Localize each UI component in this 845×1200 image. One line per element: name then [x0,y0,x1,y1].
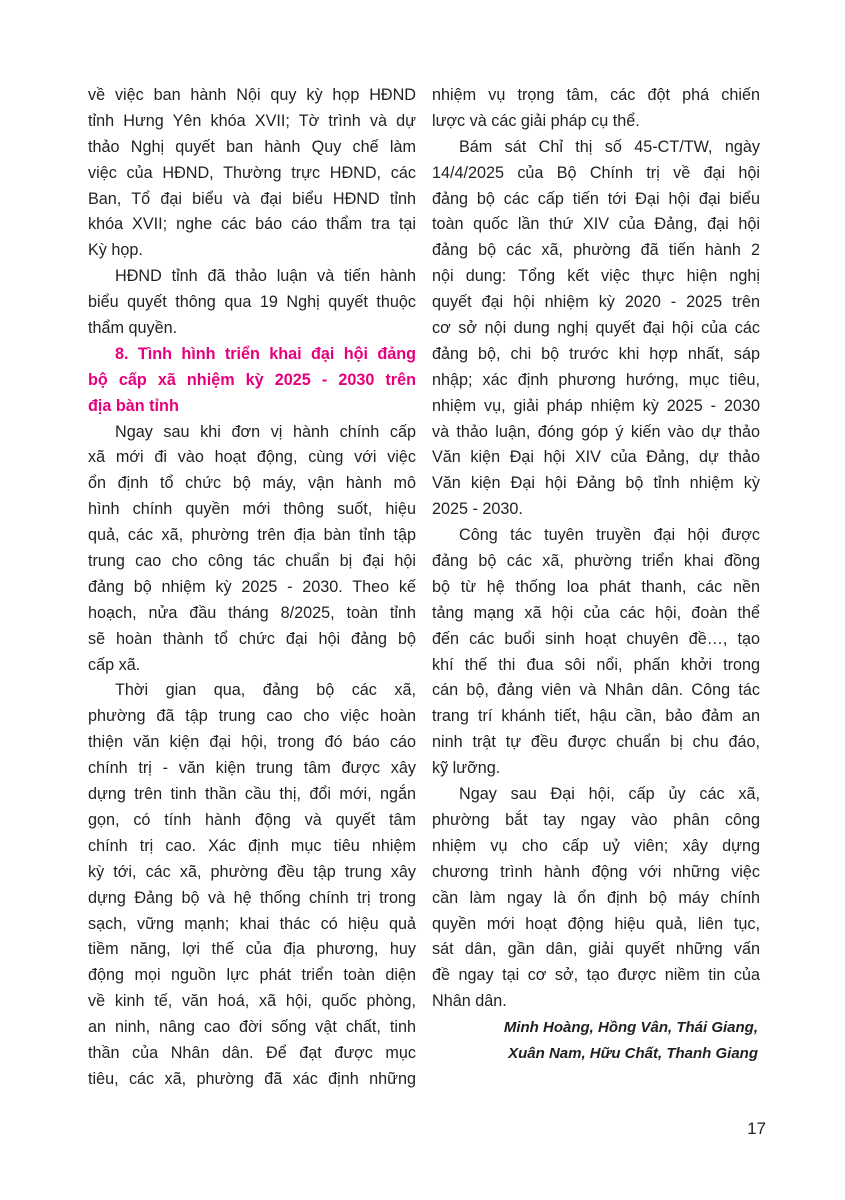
text-line: ninh trật tự đều được chuẩn bị chu đáo, [432,733,760,752]
text-line: đảng bộ các xã, phường đã tiến hành 2 [432,241,760,260]
text-line: biểu quyết thông qua 19 Nghị quyết thuộc [88,293,416,312]
text-line: nội dung: Tổng kết việc thực hiện nghị [432,267,760,286]
text-line: tiêu, các xã, phường đã xác định những [88,1069,416,1088]
text-line: sẽ hoàn thành tổ chức đại hội đảng bộ [88,629,416,648]
paragraph [432,135,760,523]
text-line: Văn kiện Đại hội XIV của Đảng, dự thảo [432,448,760,467]
text-line: thiện văn kiện đại hội, trong đó báo cáo [88,733,416,752]
text-line: đảng bộ các xã, phường triển khai đồng [432,552,760,571]
text-line: dựng trên tinh thần cầu thị, đổi mới, ngắn [88,785,416,804]
paragraph [88,420,416,679]
page-number: 17 [747,1119,766,1138]
text-line: tảng mạng xã hội của các hội, đoàn thể [432,603,760,622]
text-line: địa bàn tỉnh [88,396,179,415]
text-line: kỳ tới, các xã, phường đều tập trung xây [88,862,416,881]
text-line: gọn, có tính hành động và quyết tâm [88,810,416,829]
text-line: kỹ lưỡng. [432,759,501,778]
text-line: chương trình hành động với những việc [432,862,760,881]
text-line: nhập; xác định phương hướng, mục tiêu, [432,370,760,389]
text-line: HĐND tỉnh đã thảo luận và tiến hành [115,267,416,286]
text-line: nhiệm vụ, giải pháp nhiệm kỳ 2025 - 2030 [432,396,760,415]
text-line: chính trị - văn kiện trung tâm được xây [88,759,416,778]
text-line: phường đã tập trung cao cho việc hoàn [88,707,416,726]
text-line: Công tác tuyên truyền đại hội được [459,526,760,545]
text-line: Nhân dân. [432,992,507,1011]
text-line: quyền mới hoạt động hiệu quả, liên tục, [432,914,760,933]
text-line: bộ cấp xã nhiệm kỳ 2025 - 2030 trên [88,370,416,389]
text-line: đảng bộ các cấp tiến tới Đại hội đại biểu [432,189,760,208]
text-line: cấp xã. [88,655,141,674]
text-line: 8. Tình hình triển khai đại hội đảng [115,344,416,363]
text-line: đảng bộ nhiệm kỳ 2025 - 2030. Theo kế [88,577,416,596]
text-line: Kỳ họp. [88,241,143,260]
paragraph [432,83,760,135]
text-line: về kinh tế, văn hoá, xã hội, quốc phòng, [88,992,416,1011]
text-line: toàn quốc lần thứ XIV của Đảng, đại hội [432,215,760,234]
text-line: 14/4/2025 của Bộ Chính trị về đại hội [432,163,760,182]
text-line: cần làm ngay là ổn định bộ máy chính [432,888,760,907]
text-line: việc của HĐND, Thường trực HĐND, các [88,163,416,182]
right-column [432,83,760,1015]
text-line: đảng bộ, chi bộ trước khi hợp nhất, sáp [432,344,760,363]
text-line: tiềm năng, lợi thế của địa phương, huy [88,940,416,959]
text-line: chính trị cao. Xác định mục tiêu nhiệm [88,836,416,855]
text-line: quả, các xã, phường trên địa bàn tỉnh tập [88,526,416,545]
text-line: Ngay sau Đại hội, cấp ủy các xã, [459,785,760,804]
text-line: Ban, Tổ đại biểu và đại biểu HĐND tỉnh [88,189,416,208]
text-line: Thời gian qua, đảng bộ các xã, [115,681,416,700]
text-line: Bám sát Chỉ thị số 45-CT/TW, ngày [459,137,760,156]
text-line: trung cao cho công tác chuẩn bị đại hội [88,552,416,571]
text-line: lược và các giải pháp cụ thể. [432,111,640,130]
text-line: 2025 - 2030. [432,500,523,519]
text-line: phường bắt tay ngay vào phân công [432,810,760,829]
text-line: thẩm quyền. [88,319,178,338]
text-line: và thảo luận, đóng góp ý kiến vào dự thảo [432,422,760,441]
text-line: động mọi nguồn lực phát triển toàn diện [88,966,416,985]
paragraph [432,523,760,782]
text-line: xã mới đi vào hoạt động, cùng với việc [88,448,416,467]
text-line: sạch, vững mạnh; khai thác có hiệu quả [88,914,416,933]
text-line: đề ngay tại cơ sở, tạo được niềm tin của [432,966,760,985]
byline-line: Xuân Nam, Hữu Chất, Thanh Giang [508,1044,758,1062]
text-line: quyết đại hội nhiệm kỳ 2020 - 2025 trên [432,293,760,312]
text-line: đến các buổi sinh hoạt chuyên đề…, tạo [432,629,760,648]
paragraph [88,678,416,1092]
text-line: Văn kiện Đại hội Đảng bộ tỉnh nhiệm kỳ [432,474,760,493]
text-line: bộ từ hệ thống loa phát thanh, các nền [432,577,760,596]
text-line: khóa XVII; nghe các báo cáo thẩm tra tại [88,215,416,234]
text-line: sát dân, gần dân, giải quyết những vấn [432,940,760,959]
section-heading [88,342,416,420]
text-line: thảo Nghị quyết ban hành Quy chế làm [88,137,416,156]
paragraph [88,264,416,342]
text-line: cơ sở nội dung nghị quyết đại hội của các [432,319,760,338]
byline-line: Minh Hoàng, Hồng Vân, Thái Giang, [503,1019,758,1036]
text-line: nhiệm vụ trọng tâm, các đột phá chiến [432,86,760,104]
text-line: về việc ban hành Nội quy kỳ họp HĐND [88,86,416,104]
text-line: Ngay sau khi đơn vị hành chính cấp [115,422,416,441]
text-line: hoạch, nửa đầu tháng 8/2025, toàn tỉnh [88,603,416,622]
text-line: ổn định tổ chức bộ máy, vận hành mô [88,474,416,493]
text-line: thần của Nhân dân. Để đạt được mục [88,1043,416,1062]
text-line: an ninh, nâng cao đời sống vật chất, tinh [88,1018,416,1037]
text-line: nhiệm vụ cho cấp uỷ viên; xây dựng [432,836,760,855]
author-byline [432,1015,758,1067]
text-line: trang trí khánh tiết, hậu cần, bảo đảm an [432,707,760,726]
paragraph [88,83,416,264]
text-line: dựng Đảng bộ và hệ thống chính trị trong [88,888,416,907]
text-line: khí thế thi đua sôi nổi, phấn khởi trong [432,655,760,674]
text-line: cán bộ, đảng viên và Nhân dân. Công tác [432,681,760,700]
paragraph [432,782,760,1015]
text-line: tỉnh Hưng Yên khóa XVII; Tờ trình và dự [88,111,416,130]
left-column [88,83,416,1093]
text-line: hình chính quyền mới thông suốt, hiệu [88,500,416,519]
